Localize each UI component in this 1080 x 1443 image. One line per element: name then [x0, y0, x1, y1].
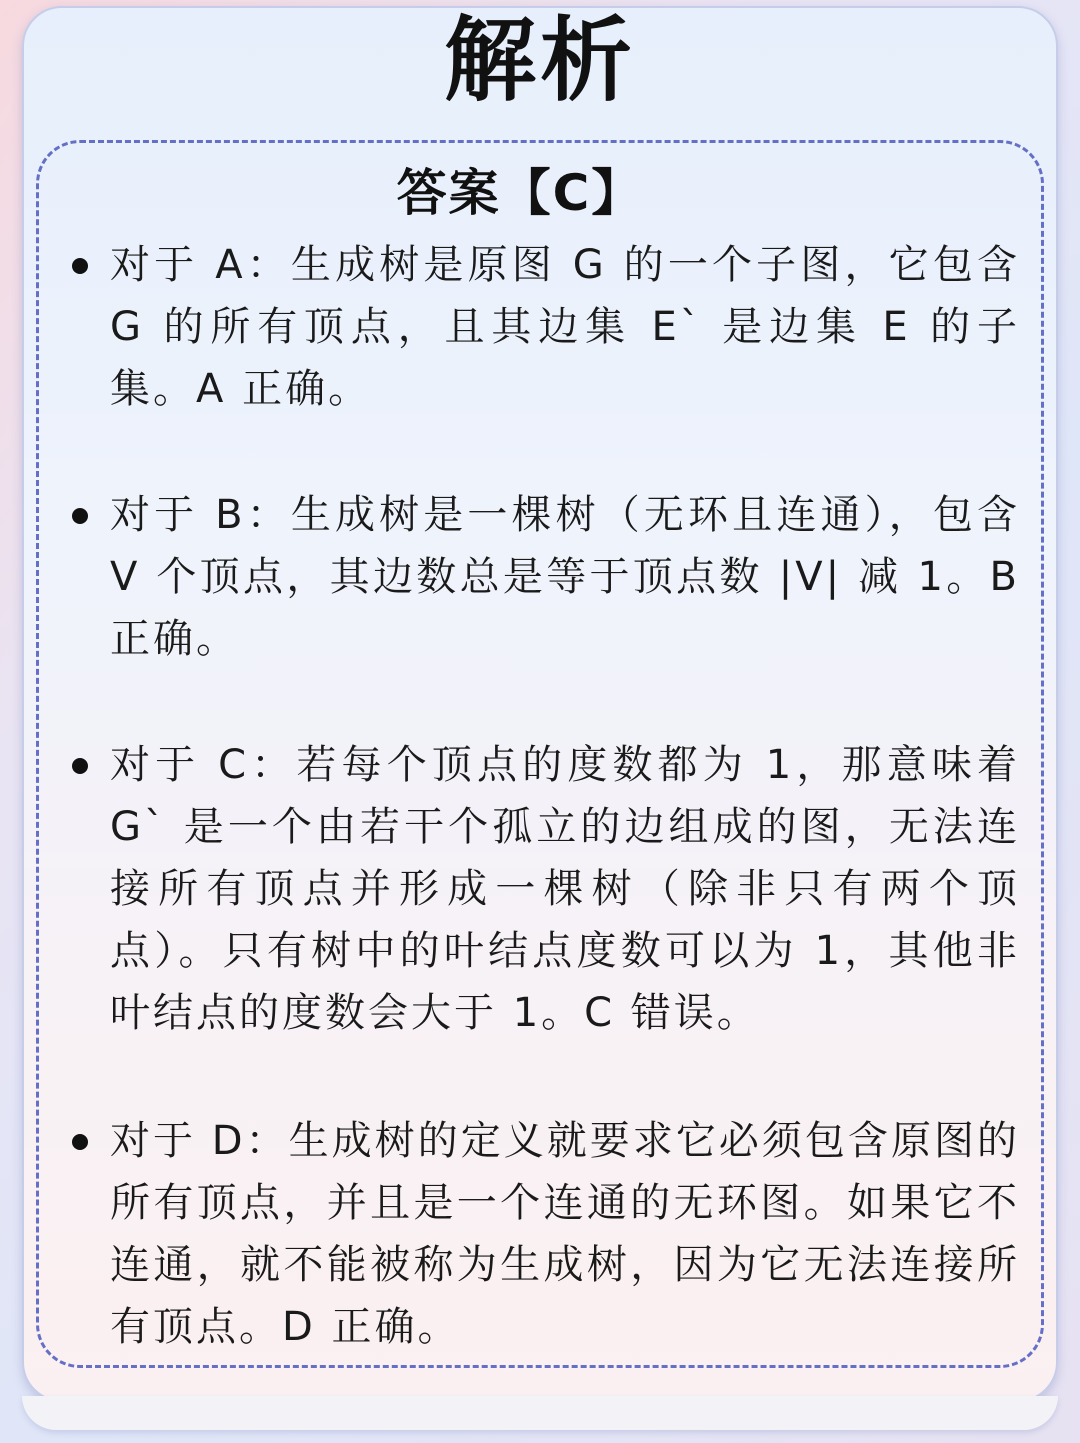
- card-bottom-edge: [22, 1396, 1058, 1430]
- answer-label: 答案【C】: [396, 164, 644, 222]
- bullet-dot-icon: [72, 1134, 88, 1150]
- bullet-dot-icon: [72, 758, 88, 774]
- page-title: 解析: [443, 7, 636, 114]
- analysis-item-b: 对于 B：生成树是一棵树（无环且连通），包含 V 个顶点，其边数总是等于顶点数 |V| 减 1。B 正确。: [110, 492, 1020, 662]
- bullet-dot-icon: [72, 508, 88, 524]
- bullet-dot-icon: [72, 258, 88, 274]
- analysis-item-c: 对于 C：若每个顶点的度数都为 1，那意味着 G` 是一个由若干个孤立的边组成的图，无法连接所有顶点并形成一棵树（除非只有两个顶点）。只有树中的叶结点度数可以为 1，其他非叶结点的度数会大于 1。C 错误。: [110, 742, 1020, 1036]
- analysis-item-a: 对于 A：生成树是原图 G 的一个子图，它包含 G 的所有顶点，且其边集 E` 是边集 E 的子集。A 正确。: [110, 242, 1020, 412]
- analysis-item-d: 对于 D：生成树的定义就要求它必须包含原图的所有顶点，并且是一个连通的无环图。如果它不连通，就不能被称为生成树，因为它无法连接所有顶点。D 正确。: [110, 1118, 1020, 1350]
